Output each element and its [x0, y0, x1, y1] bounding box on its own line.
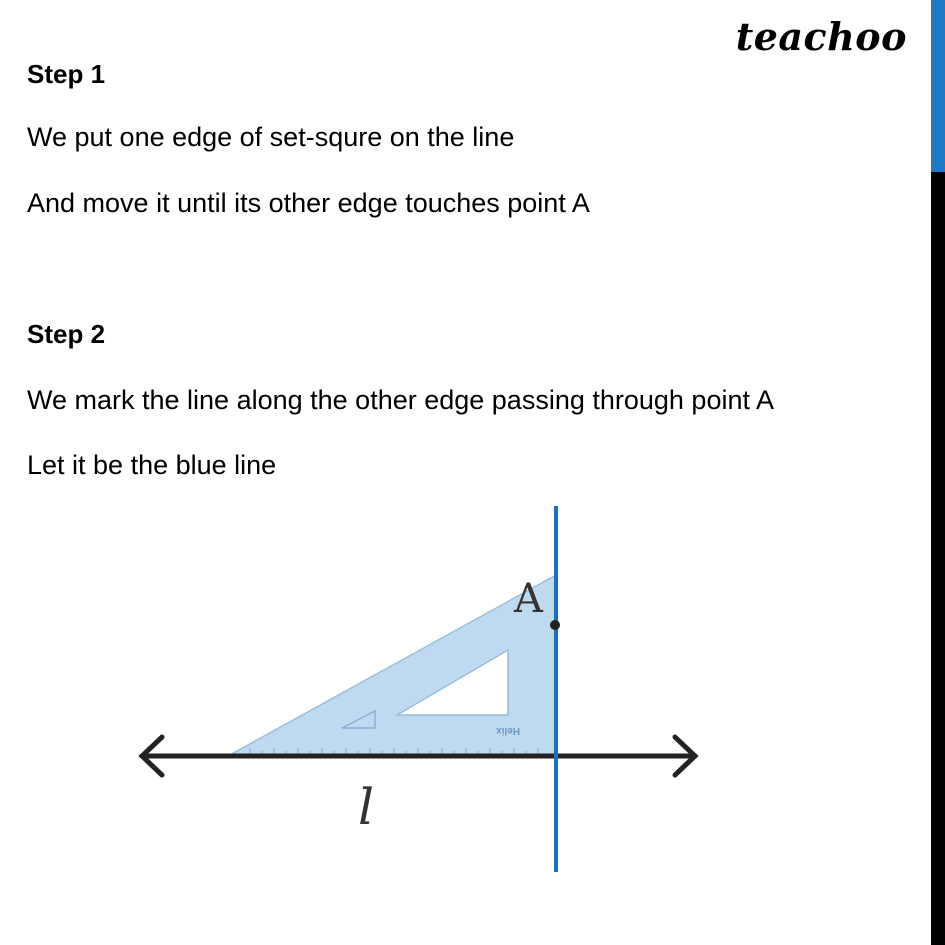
- step2-heading: Step 2: [27, 319, 106, 349]
- set-square: [228, 575, 556, 756]
- step1-line2: And move it until its other edge touches point A: [27, 188, 590, 218]
- step2-line1: We mark the line along the other edge passing through point A: [27, 385, 774, 415]
- point-a-label: A: [514, 576, 543, 622]
- step1-line1: We put one edge of set-squre on the line: [27, 122, 515, 152]
- step1-heading: Step 1: [27, 59, 106, 89]
- set-square-brand: Helix: [496, 725, 520, 736]
- line-l-label: l: [358, 778, 374, 836]
- point-a: [550, 620, 560, 630]
- teachoo-logo: teachoo: [735, 14, 907, 59]
- step2-line2: Let it be the blue line: [27, 450, 277, 480]
- scrollbar-thumb[interactable]: [931, 0, 945, 172]
- scrollbar[interactable]: [931, 0, 945, 945]
